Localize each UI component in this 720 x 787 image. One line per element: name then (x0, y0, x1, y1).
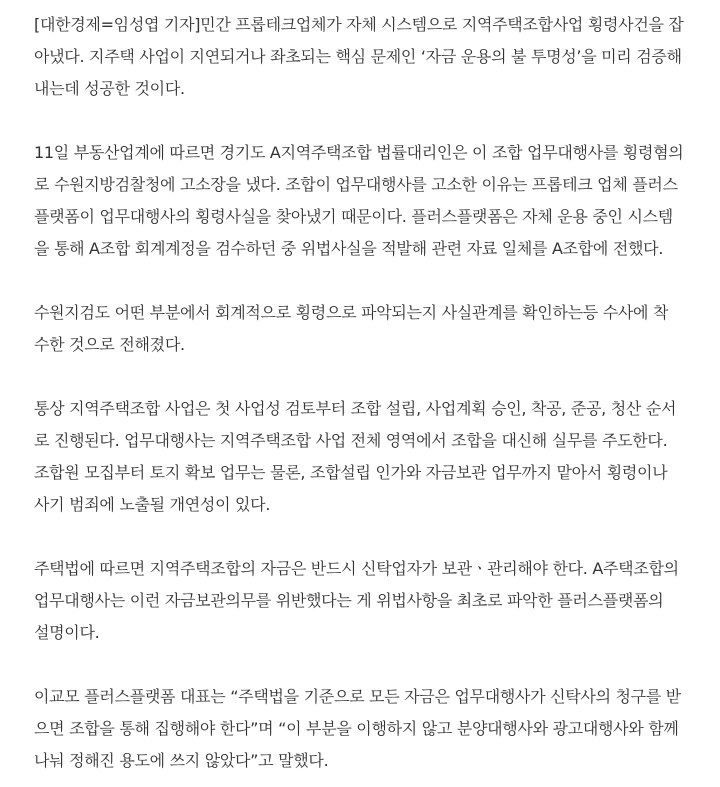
text-line: 로 수원지방검찰청에 고소장을 냈다. 조합이 업무대행사를 고소한 이유는 프롭테크 업체 플러스 (34, 175, 678, 194)
text-line: 주택법에 따르면 지역주택조합의 자금은 반드시 신탁업자가 보관ㆍ관리해야 한다. A주택조합의 (34, 559, 679, 578)
text-line: 을 통해 A조합 회계계정을 검수하던 중 위법사실을 적발해 관련 자료 일체를 A조합에 전했다. (34, 239, 664, 258)
paragraph-spacer (34, 265, 710, 297)
text-line: 내는데 성공한 것이다. (34, 79, 185, 98)
paragraph-spacer (34, 361, 710, 393)
text-line: 아냈다. 지주택 사업이 지연되거나 좌초되는 핵심 문제인 ‘자금 운용의 불 투명성’을 미리 검증해 (34, 47, 682, 66)
text-line: 나눠 정해진 용도에 쓰지 않았다”고 말했다. (34, 751, 329, 770)
text-line: 로 진행된다. 업무대행사는 지역주택조합 사업 전체 영역에서 조합을 대신해 실무를 주도한다. (34, 431, 668, 450)
text-line: 통상 지역주택조합 사업은 첫 사업성 검토부터 조합 설립, 사업계획 승인, 착공, 준공, 청산 순서 (34, 399, 677, 418)
text-line: 사기 범죄에 노출될 개연성이 있다. (34, 495, 271, 514)
article-paragraph (34, 553, 710, 649)
paragraph-spacer (34, 649, 710, 681)
text-line: 으면 조합을 통해 집행해야 한다”며 “이 부분을 이행하지 않고 분양대행사와 광고대행사와 함께 (34, 719, 679, 738)
text-line: 이교모 플러스플랫폼 대표는 “주택법을 기준으로 모든 자금은 업무대행사가 신탁사의 청구를 받 (34, 687, 681, 706)
paragraph-spacer (34, 521, 710, 553)
text-line: 업무대행사는 이런 자금보관의무를 위반했다는 게 위법사항을 최초로 파악한 플러스플랫폼의 (34, 591, 664, 610)
text-line: 수한 것으로 전해졌다. (34, 335, 185, 354)
article-paragraph (34, 297, 710, 361)
text-line: 수원지검도 어떤 부분에서 회계적으로 횡령으로 파악되는지 사실관계를 확인하는등 수사에 착 (34, 303, 669, 322)
article-paragraph (34, 681, 710, 777)
article-paragraph (34, 393, 710, 521)
article-paragraph (34, 9, 710, 105)
text-line: 설명이다. (34, 623, 100, 642)
text-line: 조합원 모집부터 토지 확보 업무는 물론, 조합설립 인가와 자금보관 업무까지 맡아서 횡령이나 (34, 463, 668, 482)
article-body (34, 9, 710, 777)
text-line: [대한경제=임성엽 기자]민간 프롭테크업체가 자체 시스템으로 지역주택조합사업 횡령사건을 잡 (34, 15, 684, 34)
text-line: 플랫폼이 업무대행사의 횡령사실을 찾아냈기 때문이다. 플러스플랫폼은 자체 운용 중인 시스템 (34, 207, 673, 226)
paragraph-spacer (34, 105, 710, 137)
article-paragraph (34, 137, 710, 265)
text-line: 11일 부동산업계에 따르면 경기도 A지역주택조합 법률대리인은 이 조합 업무대행사를 횡령혐의 (34, 143, 684, 162)
